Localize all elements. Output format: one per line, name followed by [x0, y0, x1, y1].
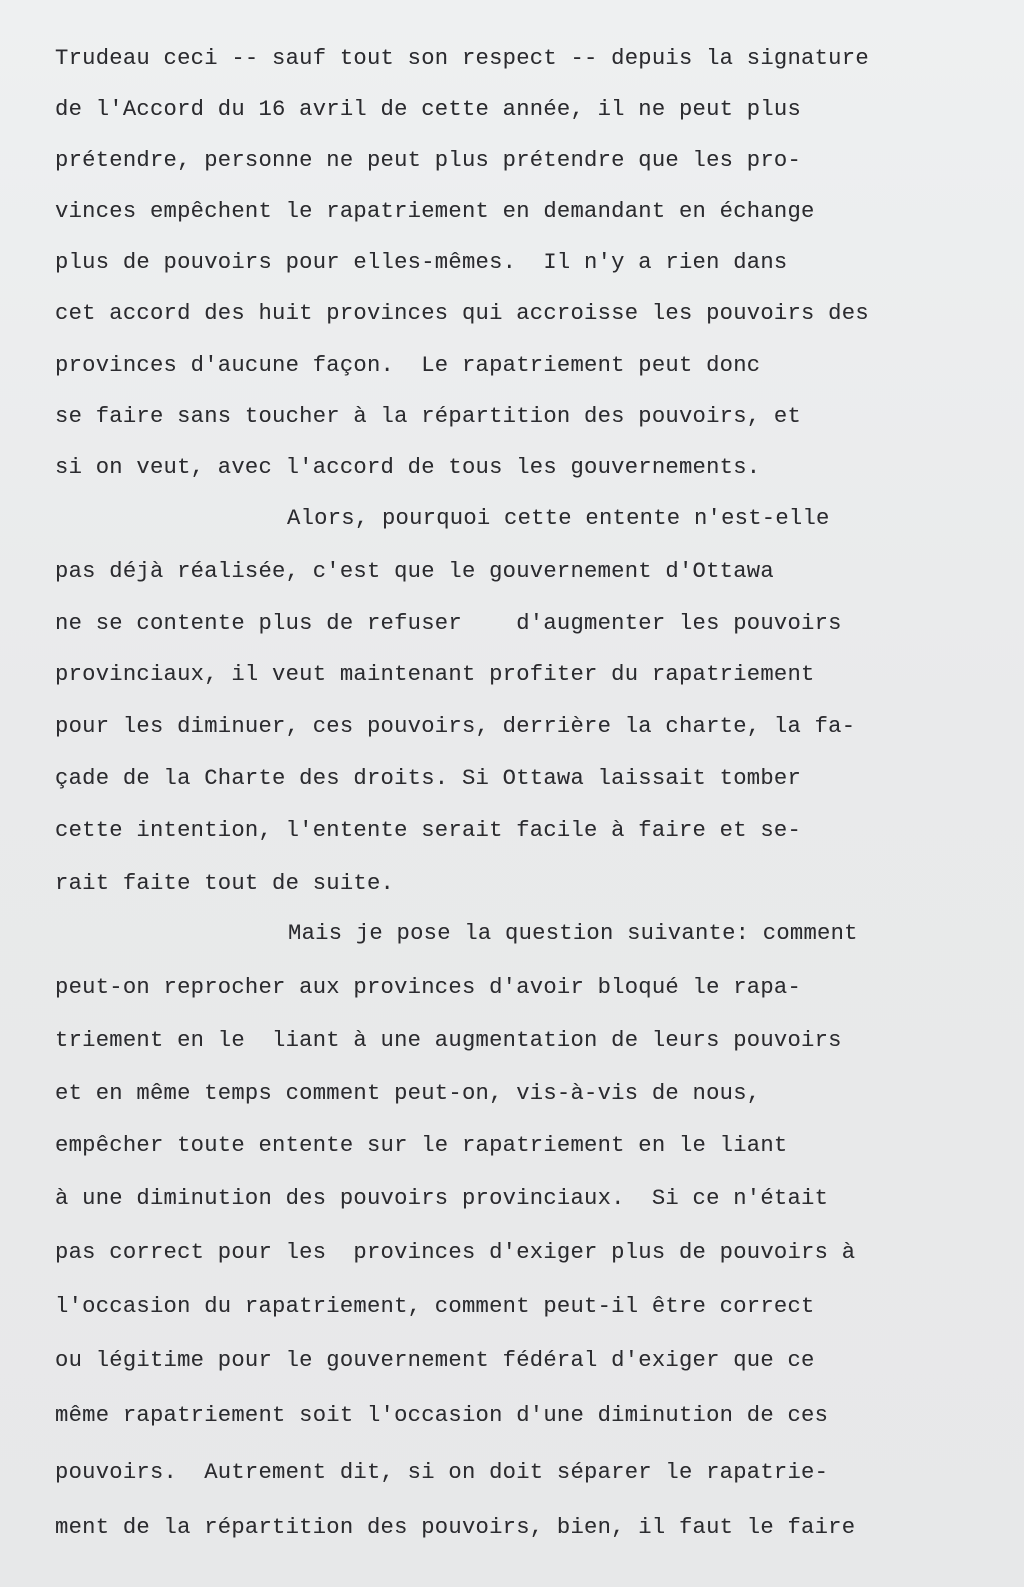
text-line: Mais je pose la question suivante: comment [288, 921, 858, 946]
text-line: Alors, pourquoi cette entente n'est-elle [287, 506, 830, 531]
text-line: cet accord des huit provinces qui accroisse les pouvoirs des [55, 301, 869, 326]
text-line: provinciaux, il veut maintenant profiter du rapatriement [55, 662, 815, 687]
text-line: se faire sans toucher à la répartition des pouvoirs, et [55, 404, 802, 429]
text-line: rait faite tout de suite. [55, 871, 395, 896]
text-line: provinces d'aucune façon. Le rapatriement peut donc [55, 353, 761, 378]
text-line: de l'Accord du 16 avril de cette année, il ne peut plus [55, 97, 802, 122]
text-line: empêcher toute entente sur le rapatriement en le liant [55, 1133, 788, 1158]
text-line: ne se contente plus de refuser d'augmenter les pouvoirs [55, 611, 842, 636]
text-line: Trudeau ceci -- sauf tout son respect -- depuis la signature [55, 46, 869, 71]
text-line: triement en le liant à une augmentation de leurs pouvoirs [55, 1028, 842, 1053]
text-line: çade de la Charte des droits. Si Ottawa laissait tomber [55, 766, 802, 791]
text-line: peut-on reprocher aux provinces d'avoir bloqué le rapa- [55, 975, 802, 1000]
text-line: prétendre, personne ne peut plus prétendre que les pro- [55, 148, 802, 173]
text-line: pas correct pour les provinces d'exiger plus de pouvoirs à [55, 1240, 856, 1265]
text-line: si on veut, avec l'accord de tous les gouvernements. [55, 455, 761, 480]
text-line: l'occasion du rapatriement, comment peut-il être correct [55, 1294, 815, 1319]
text-line: vinces empêchent le rapatriement en demandant en échange [55, 199, 815, 224]
text-line: pas déjà réalisée, c'est que le gouvernement d'Ottawa [55, 559, 774, 584]
text-line: et en même temps comment peut-on, vis-à-vis de nous, [55, 1081, 761, 1106]
text-line: même rapatriement soit l'occasion d'une diminution de ces [55, 1403, 829, 1428]
text-line: pouvoirs. Autrement dit, si on doit séparer le rapatrie- [55, 1460, 829, 1485]
text-line: ment de la répartition des pouvoirs, bien, il faut le faire [55, 1515, 856, 1540]
text-line: cette intention, l'entente serait facile à faire et se- [55, 818, 802, 843]
text-line: plus de pouvoirs pour elles-mêmes. Il n'y a rien dans [55, 250, 788, 275]
text-line: ou légitime pour le gouvernement fédéral d'exiger que ce [55, 1348, 815, 1373]
text-line: à une diminution des pouvoirs provinciaux. Si ce n'était [55, 1186, 829, 1211]
text-line: pour les diminuer, ces pouvoirs, derrière la charte, la fa- [55, 714, 856, 739]
